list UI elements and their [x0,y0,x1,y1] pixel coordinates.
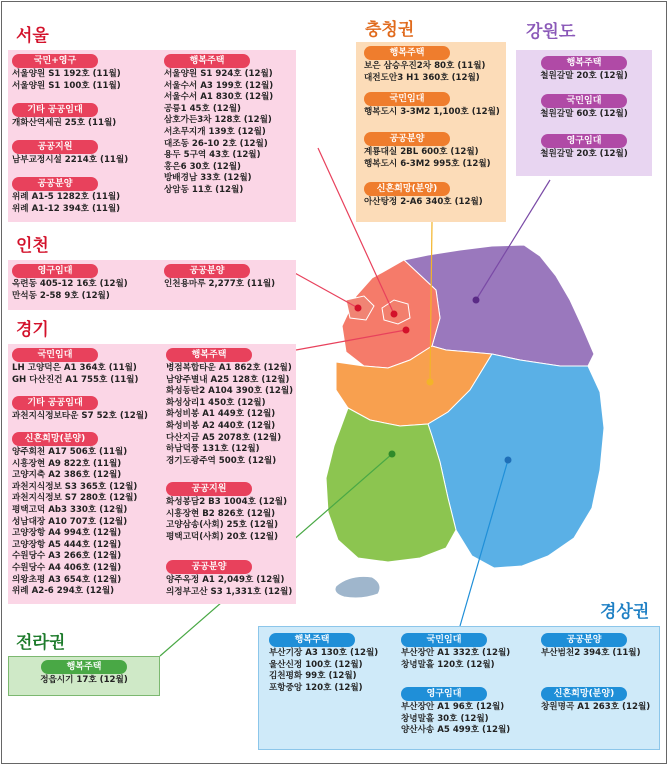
group-seoul-2 [12,140,128,167]
group-incheon-1 [164,264,275,291]
list-item: 옥련동 405-12 16호 (12월) [12,279,128,289]
group-label: 공공지원 [12,140,98,154]
group-label: 국민임대 [541,94,627,108]
group-chungcheong-0 [364,46,485,84]
group-jeolla-0 [17,660,151,687]
region-title-chungcheong: 충청권 [365,20,415,40]
list-item: 병점복합타운 A1 862호 (12월) [166,363,292,373]
group-gyeongsang-2 [401,687,510,737]
list-item: 창녕말흘 30호 (12월) [401,713,489,724]
list-item: 부산장안 A1 96호 (12월) [401,702,505,712]
group-label: 신혼희망(분양) [541,687,627,701]
list-item: 과천지식정보타운 S7 52호 (12월) [12,411,148,421]
list-item: 화성동탄2 A104 390호 (12월) [166,386,294,397]
region-title-gyeongsang: 경상권 [600,602,650,622]
list-item: 방배경남 33호 (12월) [164,173,252,184]
group-gyeonggi-0 [12,348,138,386]
list-item: 남양주별내 A25 128호 (12월) [166,374,290,385]
group-label: 행복주택 [541,56,627,70]
list-item: 수원당수 A3 266호 (12월) [12,551,122,562]
marker-jeolla [389,451,396,458]
group-chungcheong-3 [364,182,483,209]
list-item: 행복도시 3-3M2 1,100호 (12월) [364,107,500,117]
panel-seoul [8,50,296,222]
list-item: 대전도안3 H1 360호 (12월) [364,72,480,83]
marker-incheon [355,305,362,312]
group-seoul-0 [12,54,121,92]
list-item: 위례 A1-5 1282호 (11월) [12,192,121,202]
group-label: 국민임대 [364,92,450,106]
list-item: 시흥장현 B2 826호 (12월) [166,508,276,519]
list-item: 아산탕정 2-A6 340호 (12월) [364,197,483,207]
list-item: 보은 삼승우진2차 80호 (11월) [364,61,486,71]
list-item: 용두 5구역 43호 (12월) [164,150,261,161]
group-chungcheong-1 [364,92,500,119]
group-gyeongsang-0 [269,633,378,694]
group-chungcheong-2 [364,132,491,170]
list-item: 계룡대실 2BL 600호 (12월) [364,147,479,157]
list-item: 창원명곡 A1 263호 (12월) [541,702,651,712]
list-item: 고양장항 A5 444호 (12월) [12,539,122,550]
list-item: 의정부고산 S3 1,331호 (12월) [166,586,293,597]
list-item: 고양지축 A2 386호 (12월) [12,470,122,481]
group-label: 신혼희망(분양) [12,432,98,446]
leader-line-incheon [293,272,358,308]
group-label: 기타 공공임대 [12,103,98,117]
panel-incheon [8,260,296,310]
group-gyeongsang-4 [541,687,650,714]
group-label: 행복주택 [364,46,450,60]
list-item: 위례 A2-6 294호 (12월) [12,586,115,597]
list-item: 김천평화 99호 (12월) [269,671,357,682]
list-item: 의왕초평 A3 654호 (12월) [12,574,122,585]
group-label: 공공분양 [164,264,250,278]
marker-gyeonggi [403,327,410,334]
list-item: 서초무지개 139호 (12월) [164,126,266,137]
marker-chungcheong [427,379,434,386]
list-item: 인천용마루 2,277호 (11월) [164,279,276,289]
list-item: 성남대장 A10 707호 (12월) [12,516,128,527]
region-title-jeolla: 전라권 [16,633,66,653]
group-label: 공공분양 [12,177,98,191]
list-item: 정읍시기 17호 (12월) [40,675,128,685]
group-label: 국민임대 [401,633,487,647]
group-gyeonggi-3 [166,348,293,467]
list-item: 수원당수 A4 406호 (12월) [12,562,122,573]
group-gangwon-1 [526,94,642,121]
list-item: 서울양원 S1 192호 (11월) [12,69,121,79]
list-item: 철원갈말 20호 (12월) [540,149,628,159]
list-item: 과천지식정보 S3 365호 (12월) [12,481,138,492]
panel-gyeonggi [8,344,296,604]
group-seoul-4 [164,54,273,197]
list-item: 위례 A1-12 394호 (11월) [12,203,121,214]
list-item: 울산신정 100호 (12월) [269,659,363,670]
list-item: 서울수서 A3 199호 (12월) [164,80,274,91]
group-incheon-0 [12,264,128,302]
region-title-seoul: 서울 [16,26,49,46]
list-item: 서울수서 A1 830호 (12월) [164,92,274,103]
group-label: 공공분양 [166,560,252,574]
list-item: 양산사송 A5 499호 (12월) [401,725,511,736]
list-item: 과천지식정보 S7 280호 (12월) [12,493,138,504]
group-label: 공공지원 [166,482,252,496]
marker-seoul [391,311,398,318]
list-item: 양주옥정 A1 2,049호 (12월) [166,575,285,585]
region-title-gangwon: 강원도 [526,22,576,42]
group-gangwon-0 [526,56,642,83]
list-item: 고양장항 A4 994호 (12월) [12,528,122,539]
group-label: 영구임대 [541,134,627,148]
region-title-gyeonggi: 경기 [16,320,49,340]
group-gangwon-2 [526,134,642,161]
group-gyeonggi-1 [12,396,148,423]
group-label: 신혼희망(분양) [364,182,450,196]
group-label: 영구임대 [401,687,487,701]
list-item: 양주회천 A17 506호 (11월) [12,447,128,457]
list-item: 평택고덕(사회) 20호 (12월) [166,531,279,542]
group-seoul-1 [12,103,116,130]
list-item: 철원갈말 20호 (12월) [540,71,628,81]
list-item: 부산범천2 394호 (11월) [541,648,641,658]
list-item: 시흥장현 A9 822호 (11월) [12,458,122,469]
list-item: 경기도광주역 500호 (12월) [166,455,277,466]
list-item: 창녕말흘 120호 (12월) [401,659,495,670]
group-label: 영구임대 [12,264,98,278]
list-item: 철원갈말 60호 (12월) [540,109,628,119]
panel-gyeongsang [258,626,660,750]
list-item: LH 고양덕은 A1 364호 (11월) [12,363,137,373]
group-label: 공공분양 [541,633,627,647]
group-gyeongsang-3 [541,633,641,660]
list-item: 화성비봉 A2 440호 (12월) [166,420,276,431]
panel-gangwon [516,50,652,176]
group-label: 행복주택 [269,633,355,647]
list-item: 하남덕풍 131호 (12월) [166,444,260,455]
list-item: 포항중앙 120호 (12월) [269,682,363,693]
group-gyeongsang-1 [401,633,510,671]
panel-chungcheong [356,42,506,222]
group-label: 국민+영구 [12,54,98,68]
group-label: 행복주택 [164,54,250,68]
list-item: 서울양원 S1 100호 (11월) [12,80,121,91]
list-item: 남부교정시설 2214호 (11월) [12,155,129,165]
group-label: 국민임대 [12,348,98,362]
list-item: 행복도시 6-3M2 995호 (12월) [364,158,491,169]
group-gyeonggi-4 [166,482,287,543]
list-item: 부산기장 A3 130호 (12월) [269,648,379,658]
region-title-incheon: 인천 [16,236,49,256]
list-item: GH 다산진건 A1 755호 (11월) [12,374,139,385]
region-jeju [335,576,380,598]
list-item: 화성봉담2 B3 1004호 (12월) [166,497,288,507]
group-label: 공공분양 [364,132,450,146]
list-item: 서울양원 S1 924호 (12월) [164,69,273,79]
marker-gangwon [473,297,480,304]
group-seoul-3 [12,177,120,215]
group-label: 행복주택 [166,348,252,362]
group-gyeonggi-2 [12,432,137,598]
list-item: 만석동 2-58 9호 (12월) [12,290,110,301]
marker-gyeongsang [505,457,512,464]
list-item: 상암동 11호 (12월) [164,184,244,195]
list-item: 대조동 26-10 2호 (12월) [164,138,268,149]
list-item: 고양삼송(사회) 25호 (12월) [166,520,279,531]
group-gyeonggi-5 [166,560,292,598]
list-item: 화성상리1 450호 (12월) [166,397,266,408]
list-item: 공릉1 45호 (12월) [164,103,241,114]
list-item: 삼호가든3차 128호 (12월) [164,115,272,126]
list-item: 개화산역세권 25호 (11월) [12,118,117,128]
list-item: 평택고덕 Ab3 330호 (12월) [12,504,128,515]
list-item: 홍은6 30호 (12월) [164,161,241,172]
list-item: 다산지금 A5 2078호 (12월) [166,432,282,443]
list-item: 화성비봉 A1 449호 (12월) [166,409,276,420]
list-item: 부산장안 A1 332호 (12월) [401,648,511,658]
group-label: 기타 공공임대 [12,396,98,410]
panel-jeolla [8,656,160,696]
group-label: 행복주택 [41,660,127,674]
